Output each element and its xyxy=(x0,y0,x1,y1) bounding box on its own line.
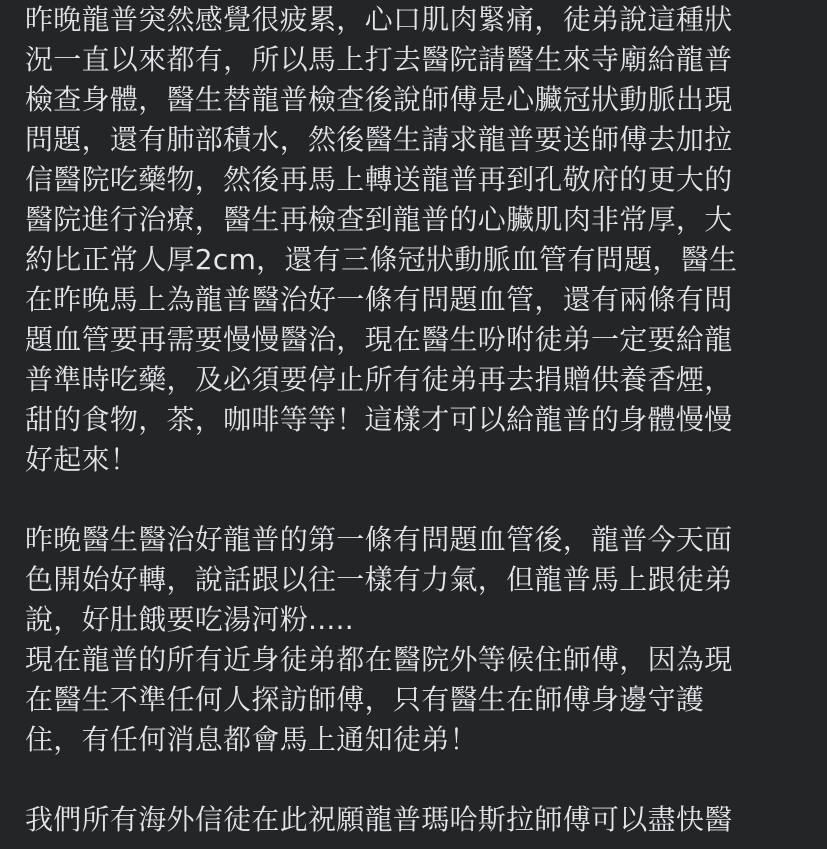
paragraph-1-line: 甜的食物，茶，咖啡等等！這樣才可以給龍普的身體慢慢 xyxy=(25,403,733,436)
post-text xyxy=(25,0,805,840)
paragraph-1-line: 問題，還有肺部積水，然後醫生請求龍普要送師傅去加拉 xyxy=(25,123,733,156)
paragraph-1-line: 約比正常人厚2cm，還有三條冠狀動脈血管有問題，醫生 xyxy=(25,243,738,276)
paragraph-spacer xyxy=(25,480,805,520)
paragraph-1-line: 信醫院吃藥物，然後再馬上轉送龍普再到孔敬府的更大的 xyxy=(25,163,733,196)
paragraph-1-line: 醫院進行治療，醫生再檢查到龍普的心臟肌肉非常厚，大 xyxy=(25,203,733,236)
paragraph-1-line: 在昨晚馬上為龍普醫治好一條有問題血管，還有兩條有問 xyxy=(25,283,733,316)
paragraph-1-line: 檢查身體，醫生替龍普檢查後說師傅是心臟冠狀動脈出現 xyxy=(25,83,733,116)
paragraph-1-line: 況一直以來都有，所以馬上打去醫院請醫生來寺廟給龍普 xyxy=(25,43,733,76)
paragraph-3-line: 我們所有海外信徒在此祝願龍普瑪哈斯拉師傅可以盡快醫 xyxy=(25,803,733,836)
paragraph-2-line: 現在龍普的所有近身徒弟都在醫院外等候住師傅，因為現 xyxy=(25,643,733,676)
paragraph-2-line: 住，有任何消息都會馬上通知徒弟！ xyxy=(25,723,478,756)
paragraph-2-line: 在醫生不準任何人探訪師傅，只有醫生在師傅身邊守護 xyxy=(25,683,705,716)
paragraph-spacer xyxy=(25,760,805,800)
paragraph-1-line: 題血管要再需要慢慢醫治，現在醫生吩咐徒弟一定要給龍 xyxy=(25,323,733,356)
paragraph-2-line: 昨晚醫生醫治好龍普的第一條有問題血管後，龍普今天面 xyxy=(25,523,733,556)
paragraph-2-line: 說，好肚餓要吃湯河粉..... xyxy=(25,603,355,636)
paragraph-2-line: 色開始好轉，說話跟以往一樣有力氣，但龍普馬上跟徒弟 xyxy=(25,563,733,596)
paragraph-1-line: 好起來！ xyxy=(25,443,139,476)
paragraph-1-line: 昨晚龍普突然感覺很疲累，心口肌肉緊痛，徒弟說這種狀 xyxy=(25,3,733,36)
paragraph-1-line: 普準時吃藥，及必須要停止所有徒弟再去捐贈供養香煙， xyxy=(25,363,733,396)
